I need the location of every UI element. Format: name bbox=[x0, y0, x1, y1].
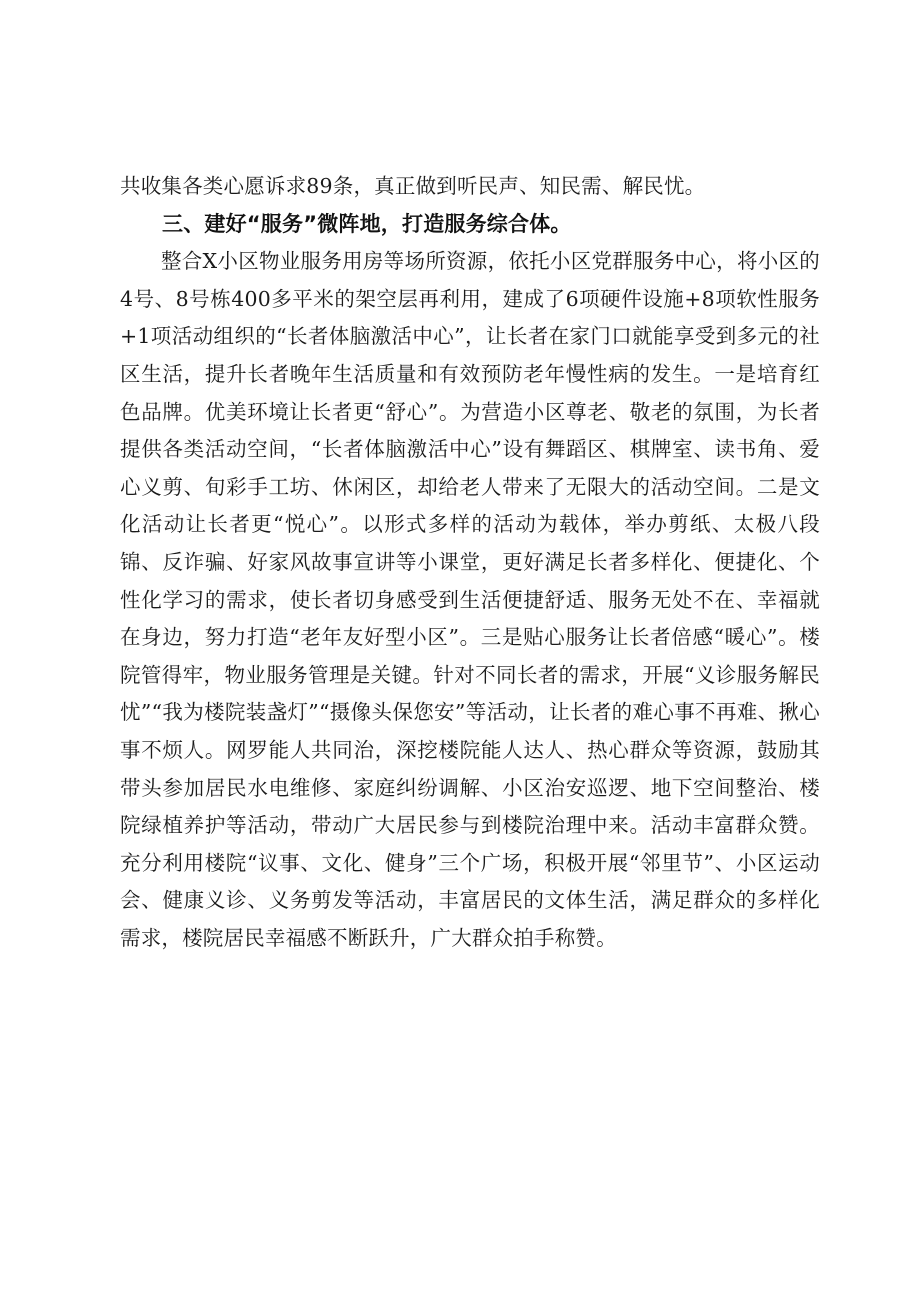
section-heading: 三、建好“服务”微阵地，打造服务综合体。 bbox=[162, 211, 572, 236]
document-body bbox=[120, 168, 820, 957]
paragraph-continuation: 共收集各类心愿诉求89条，真正做到听民声、知民需、解民忧。 bbox=[120, 174, 706, 198]
body-paragraph: 整合X小区物业服务用房等场所资源，依托小区党群服务中心，将小区的4号、8号栋400多平米的架空层再利用，建成了6项硬件设施+8项软性服务+1项活动组织的“长者体脑激活中心”，让长者在家门口就能享受到多元的社区生活，提升长者晚年生活质量和有效预防老年慢性病的发生。一是培育红色品牌。优美环境让长者更“舒心”。为营造小区尊老、敬老的氛围，为长者提供各类活动空间，“长者体脑激活中心”设有舞蹈区、棋牌室、读书角、爱心义剪、旬彩手工坊、休闲区，却给老人带来了无限大的活动空间。二是文化活动让长者更“悦心”。以形式多样的活动为载体，举办剪纸、太极八段锦、反诈骗、好家风故事宣讲等小课堂，更好满足长者多样化、便捷化、个性化学习的需求，使长者切身感受到生活便捷舒适、服务无处不在、幸福就在身边，努力打造“老年友好型小区”。三是贴心服务让长者倍感“暖心”。楼院管得牢，物业服务管理是关键。针对不同长者的需求，开展“义诊服务解民忧”“我为楼院装盏灯”“摄像头保您安”等活动，让长者的难心事不再难、揪心事不烦人。网罗能人共同治，深挖楼院能人达人、热心群众等资源，鼓励其带头参加居民水电维修、家庭纠纷调解、小区治安巡逻、地下空间整治、楼院绿植养护等活动，带动广大居民参与到楼院治理中来。活动丰富群众赞。充分利用楼院“议事、文化、健身”三个广场，积极开展“邻里节”、小区运动会、健康义诊、义务剪发等活动，丰富居民的文体生活，满足群众的多样化需求，楼院居民幸福感不断跃升，广大群众拍手称赞。 bbox=[120, 249, 820, 950]
